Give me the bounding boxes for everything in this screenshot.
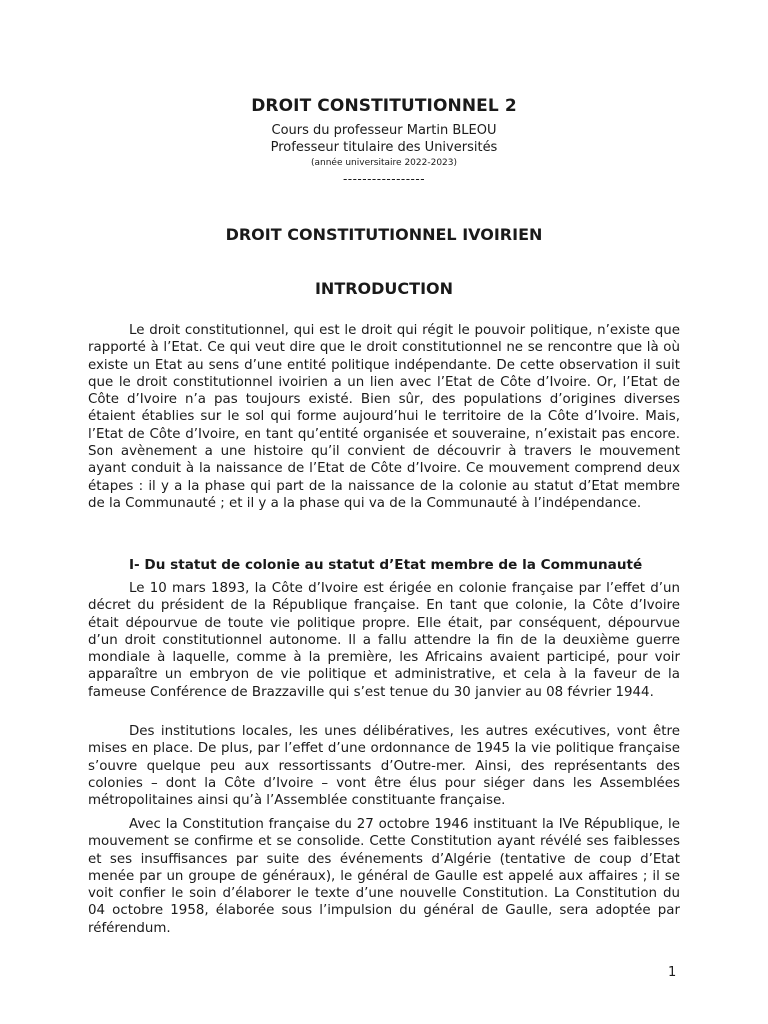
academic-year: (année universitaire 2022-2023) [310,158,458,168]
course-professor: Cours du professeur Martin BLEOU [271,123,497,138]
page-number: 1 [668,965,677,980]
section-paragraph-1: Le 10 mars 1893, la Côte d’Ivoire est érigée en colonie française par l’effet d’un décret du président de la République française. En tant que colonie, la Côte d’Ivoire était dépourvue de toute vie politique propre. Elle était, par conséquent, dépourvue d’un droit constitutionnel autonome. Il a fallu attendre la fin de la deuxième guerre mondiale à laquelle, comme à la première, les Africains avaient participé, pour voir apparaître un embryon de vie politique et administrative, et cela à la faveur de la fameuse Conférence de Brazzaville qui s’est tenue du 30 janvier au 08 février 1944. [88,581,680,700]
section-paragraph-3: Avec la Constitution française du 27 octobre 1946 instituant la IVe République, le mouvement se confirme et se consolide. Cette Constitution ayant révélé ses faiblesses et ses insuffisances par suite des événements d’Algérie (tentative de coup d’Etat menée par un groupe de généraux), le général de Gaulle est appelé aux affaires ; il se voit confier le soin d’élaborer le texte d’une nouvelle Constitution. La Constitution du 04 octobre 1958, élaborée sous l’impulsion du général de Gaulle, sera adoptée par référendum. [88,817,680,936]
header-separator: ----------------- [342,172,426,186]
document-header [88,96,680,186]
intro-paragraph: Le droit constitutionnel, qui est le droit qui régit le pouvoir politique, n’existe que rapporté à l’Etat. Ce qui veut dire que le droit constitutionnel ne se rencontre que là où existe un Etat au sens d’une entité politique indépendante. De cette observation il suit que le droit constitutionnel ivoirien a un lien avec l’Etat de Côte d’Ivoire. Or, l’Etat de Côte d’Ivoire n’a pas toujours existé. Bien sûr, des populations d’origines diverses étaient établies sur le sol qui forme aujourd’hui le territoire de la Côte d’Ivoire. Mais, l’Etat de Côte d’Ivoire, en tant qu’entité organisée et souveraine, n’existait pas encore. Son avènement a une histoire qu’il convient de découvrir à travers le mouvement ayant conduit à la naissance de l’Etat de Côte d’Ivoire. Ce mouvement comprend deux étapes : il y a la phase qui part de la naissance de la colonie au statut d’Etat membre de la Communauté ; et il y a la phase qui va de la Communauté à l’indépendance. [88,323,680,511]
section-paragraph-2: Des institutions locales, les unes délibératives, les autres exécutives, vont être mises en place. De plus, par l’effet d’une ordonnance de 1945 la vie politique française s’ouvre quelque peu aux ressortissants d’Outre-mer. Ainsi, des représentants des colonies – dont la Côte d’Ivoire – vont être élus pour siéger dans les Assemblées métropolitaines ainsi qu’à l’Assemblée constituante française. [88,724,680,809]
section-heading: I- Du statut de colonie au statut d’Etat membre de la Communauté [129,557,643,573]
course-title: DROIT CONSTITUTIONNEL 2 [251,96,517,116]
document-title: DROIT CONSTITUTIONNEL IVOIRIEN [225,225,543,244]
introduction-heading: INTRODUCTION [314,279,454,298]
professor-title: Professeur titulaire des Universités [270,140,498,155]
